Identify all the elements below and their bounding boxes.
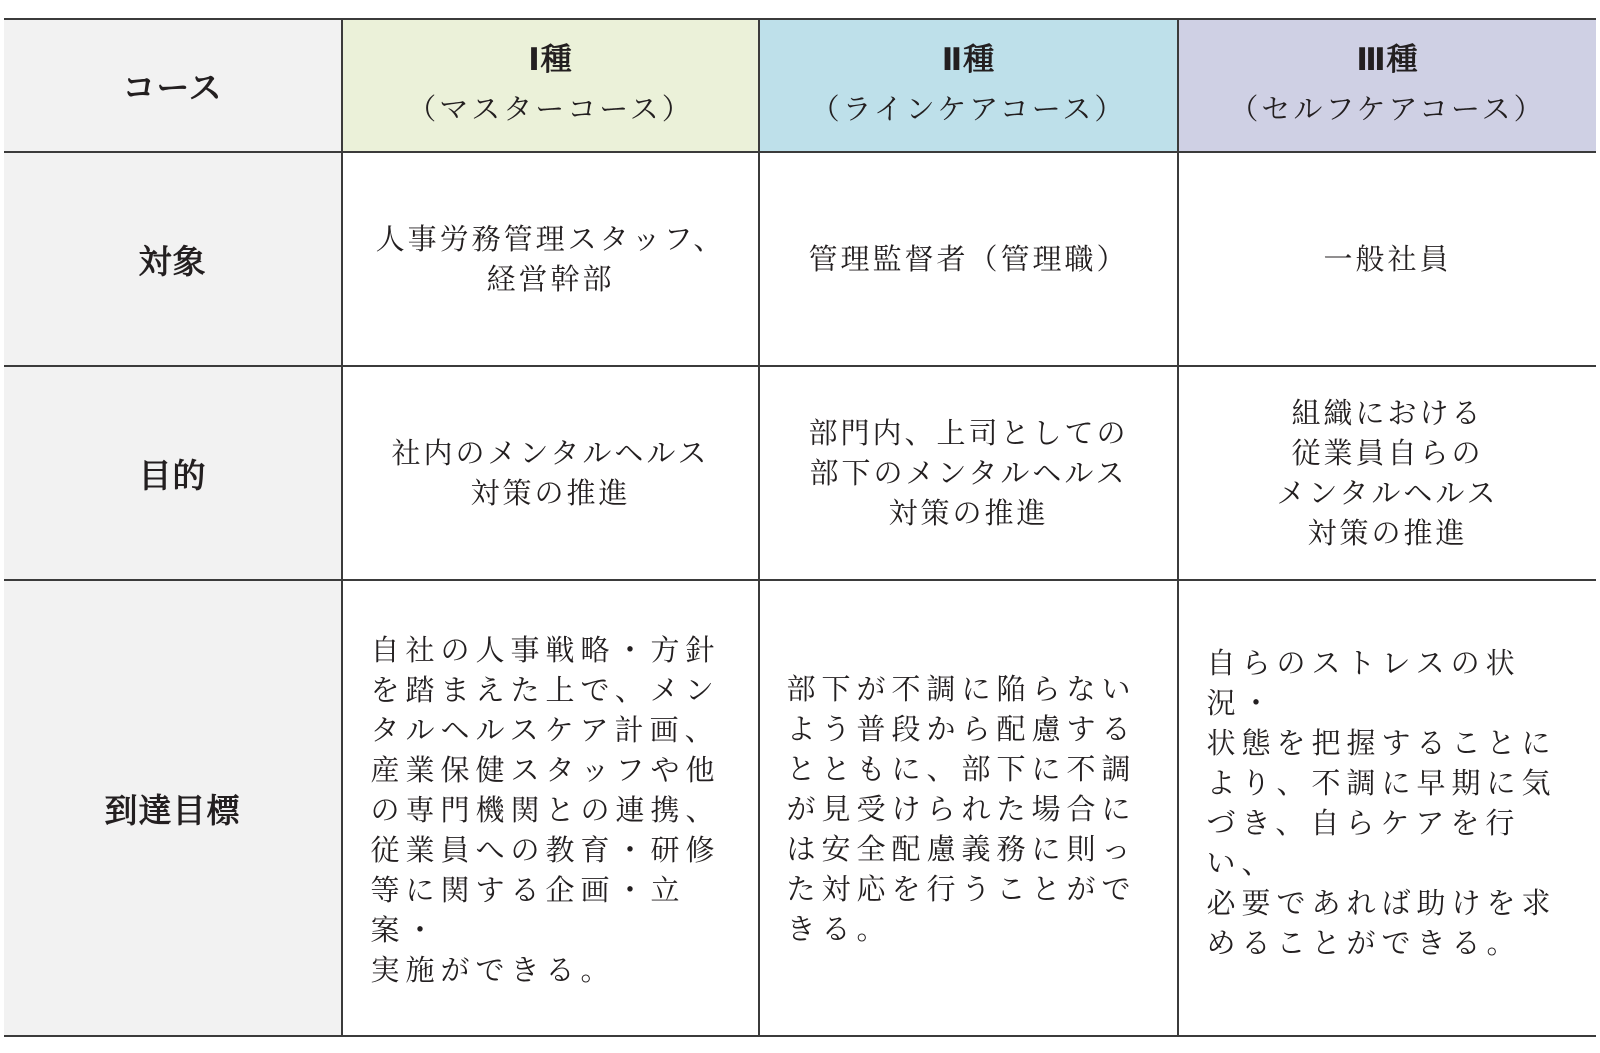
column-header-type-2 [759,19,1178,152]
column-title: Ⅰ種 [528,41,573,78]
target-cell-type-3 [1178,152,1596,366]
goal-cell-type-2 [759,580,1178,1036]
goal-text: 自らのストレスの状況・ 状態を把握することに より、不調に早期に気 づき、自らケアを行い、 必要であれば助けを求 めることができる。 [1206,646,1557,960]
goal-cell-type-3 [1178,580,1596,1036]
column-subtitle: （ラインケアコース） [810,91,1127,126]
table-row-purpose [4,366,1596,580]
header-row [4,19,1596,152]
column-subtitle: （セルフケアコース） [1229,91,1546,126]
purpose-cell-type-1 [342,366,759,580]
purpose-text: 社内のメンタルヘルス 対策の推進 [391,436,710,510]
goal-cell-type-1 [342,580,759,1036]
row-label-goal: 到達目標 [4,580,342,1036]
column-header-type-1 [342,19,759,152]
target-text: 一般社員 [1323,242,1452,276]
purpose-text: 組織における 従業員自らの メンタルヘルス 対策の推進 [1276,396,1499,550]
table-row-goal [4,580,1596,1036]
course-comparison-table-wrapper [4,18,1600,1037]
column-header-type-3 [1178,19,1596,152]
purpose-cell-type-3 [1178,366,1596,580]
row-label-purpose: 目的 [4,366,342,580]
goal-text: 自社の人事戦略・方針 を踏まえた上で、メン タルヘルスケア計画、 産業保健スタッフや他 の専門機関との連携、 従業員への教育・研修 等に関する企画・立案・ 実施ができる。 [370,633,721,987]
target-text: 管理監督者（管理職） [808,242,1129,276]
target-cell-type-1 [342,152,759,366]
purpose-text: 部門内、上司としての 部下のメンタルヘルス 対策の推進 [808,416,1129,530]
course-comparison-table [4,18,1596,1037]
goal-text: 部下が不調に陥らない よう普段から配慮する とともに、部下に不調 が見受けられた場合に は安全配慮義務に則っ た対応を行うことがで きる。 [786,672,1137,946]
column-title: Ⅲ種 [1356,41,1419,78]
column-title: Ⅱ種 [941,41,996,78]
column-subtitle: （マスターコース） [407,91,694,126]
table-row-target [4,152,1596,366]
purpose-cell-type-2 [759,366,1178,580]
row-label-target: 対象 [4,152,342,366]
row-label-course: コース [4,19,342,152]
target-cell-type-2 [759,152,1178,366]
target-text: 人事労務管理スタッフ、 経営幹部 [375,222,726,296]
